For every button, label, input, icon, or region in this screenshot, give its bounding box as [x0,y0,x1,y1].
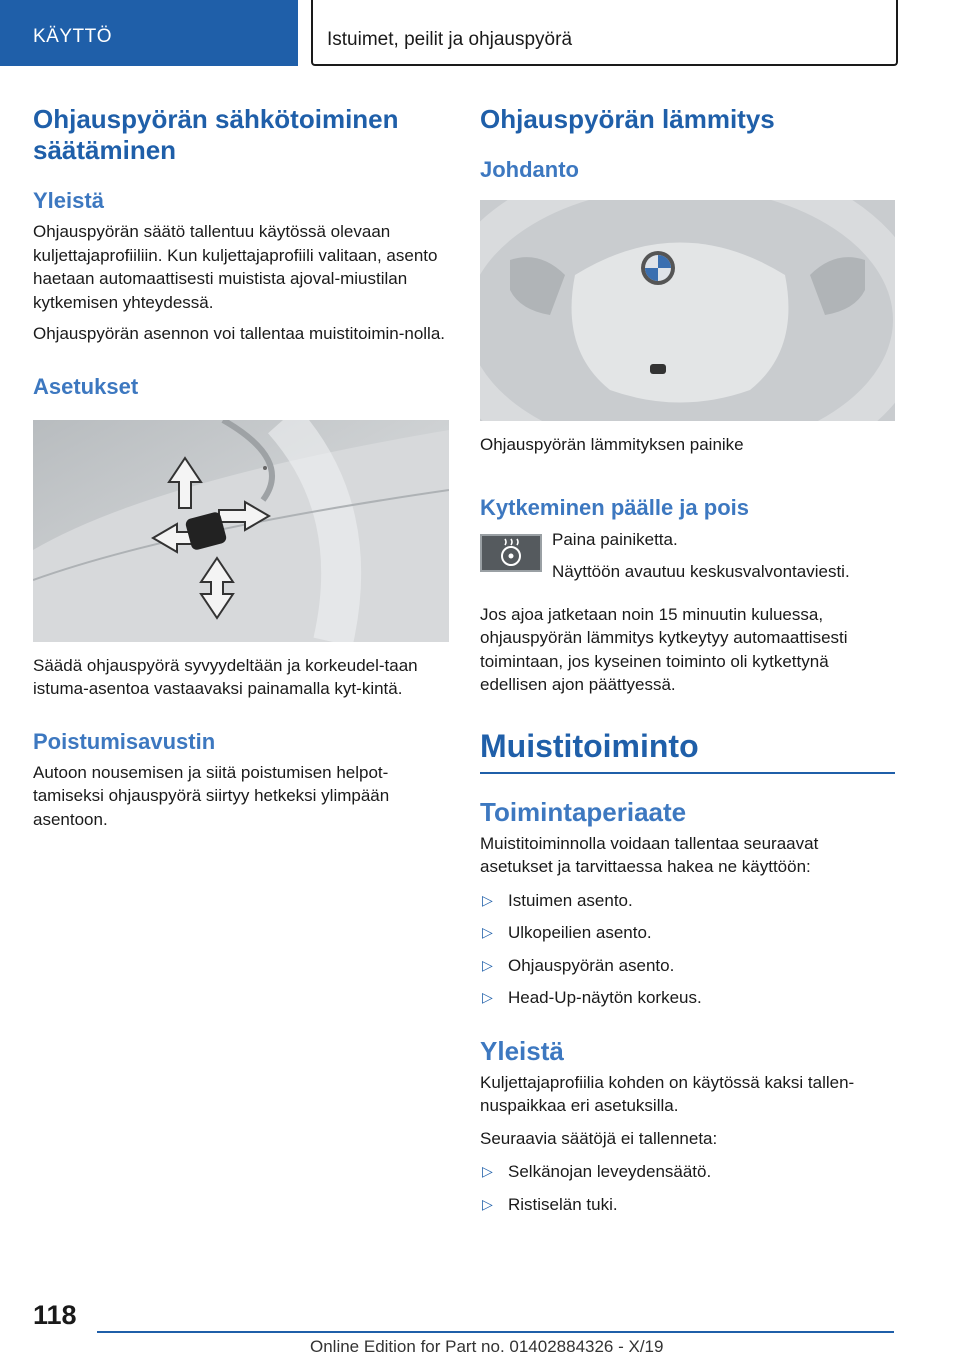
left-s3-p1: Autoon nousemisen ja siitä poistumisen helpot-tamiseksi ohjauspyörä siirtyy hetkeksi ylimpään asentoon. [33,762,390,829]
memory-title: Muistitoiminto [480,727,699,764]
footer-rule [97,1331,894,1333]
list-item: ▷ Ohjauspyörän asento. [480,954,895,978]
right-s4-p2: Seuraavia säätöjä ei tallenneta: [480,1128,718,1148]
right-title: Ohjauspyörän lämmitys [480,104,775,134]
right-s2-heading: Kytkeminen päälle ja pois [480,494,749,520]
header-section-label: KÄYTTÖ [33,26,113,47]
page-number: 118 [33,1300,77,1330]
left-s2-caption: Säädä ohjauspyörä syvyydeltään ja korkeudel-taan istuma-asentoa vastaavaksi painamalla kyt-kintä. [33,655,418,698]
list-item: ▷ Selkänojan leveydensäätö. [480,1160,895,1184]
bullet-triangle-icon: ▷ [482,1163,493,1179]
list-item: ▷ Istuimen asento. [480,889,895,913]
right-s3-p1: Muistitoiminnolla voidaan tallentaa seuraavat asetukset ja tarvittaessa hakea ne käyttöön: [480,833,819,876]
left-s1-heading: Yleistä [33,188,104,213]
list-item: ▷ Head-Up-näytön korkeus. [480,986,895,1010]
bullet-triangle-icon: ▷ [482,956,493,973]
bullet-triangle-icon: ▷ [482,924,493,940]
steering-wheel-illustration [480,200,895,421]
header-chapter-label: Istuimet, peilit ja ohjauspyörä [327,29,573,50]
header-chapter-box [311,0,898,66]
left-s1-p2: Ohjauspyörän asennon voi tallentaa muistitoimin-nolla. [33,324,446,343]
header-section-tab [0,0,298,66]
right-s2-p1: Jos ajoa jatketaan noin 15 minuutin kuluessa, ohjauspyörän lämmitys kytkeytyy automaattisesti toimintaan, jos kyseinen toiminto oli kytkettynä edellisen ajon päättyessä. [480,604,848,694]
left-title: Ohjauspyörän sähkötoiminen säätäminen [33,104,399,165]
left-column [33,104,449,831]
bullet-triangle-icon: ▷ [482,891,493,908]
heating-step-2: Näyttöön avautuu keskusvalvontaviesti. [552,561,850,581]
memory-title-rule [480,772,895,774]
steering-heat-button [650,364,666,374]
left-s2-heading: Asetukset [33,373,139,399]
bullet-triangle-icon: ▷ [482,989,493,1005]
heating-step-block [480,528,895,588]
not-saved-list [480,1160,895,1216]
right-s1-caption: Ohjauspyörän lämmityksen painike [480,435,744,454]
right-s1-heading: Johdanto [480,157,579,182]
right-s3-heading: Toimintaperiaate [480,796,687,827]
steering-wheel-image [480,200,895,421]
list-item: ▷ Ristiselän tuki. [480,1193,895,1217]
steering-adjust-illustration [33,420,449,642]
left-s1-p1: Ohjauspyörän säätö tallentuu käytössä olevaan kuljettajaprofiiliin. Kun kuljettajaprofiili valitaan, asento haetaan automaattisesti muistista ajoval-miustilan kytkemisen yhteydessä. [33,222,438,312]
footer-edition: Online Edition for Part no. 01402884326 - X/19 [310,1337,664,1356]
memory-list [480,889,895,1010]
list-item: ▷ Ulkopeilien asento. [480,921,895,945]
right-s4-p1: Kuljettajaprofiilia kohden on käytössä kaksi tallen-nuspaikkaa eri asetuksilla. [480,1072,855,1115]
right-s4-heading: Yleistä [480,1035,564,1066]
steering-heat-icon [480,534,542,572]
heating-step-1: Paina painiketta. [552,529,678,549]
steering-adjust-image [33,420,449,642]
bullet-triangle-icon: ▷ [482,1195,493,1212]
left-s3-heading: Poistumisavustin [33,728,216,754]
right-column [480,104,895,1216]
